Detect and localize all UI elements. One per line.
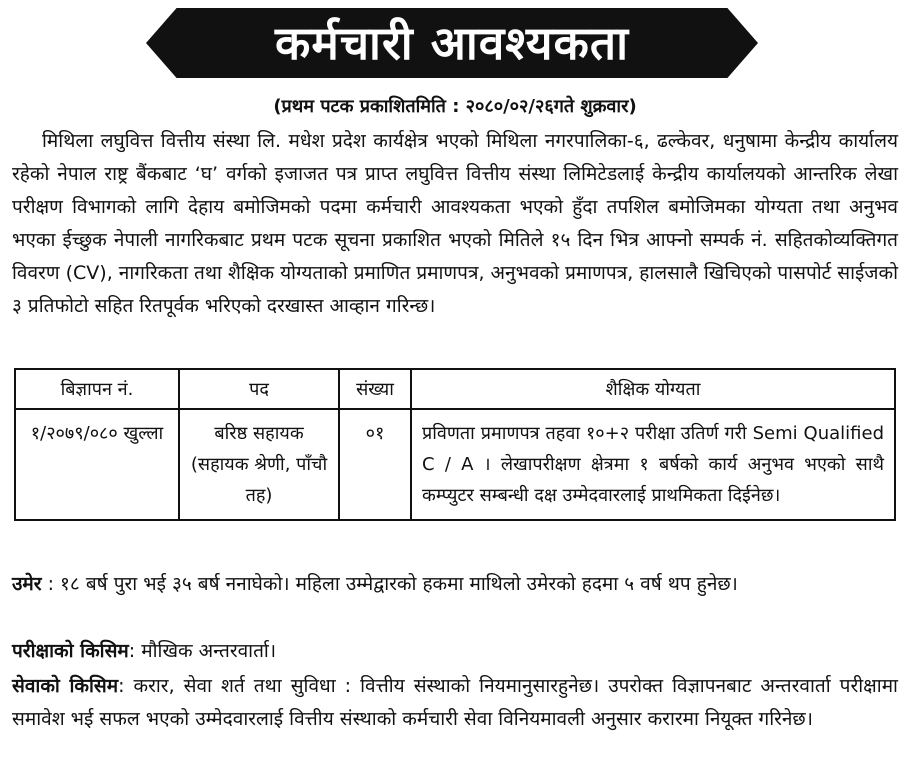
exam-section [12,635,898,668]
intro-paragraph: मिथिला लघुवित्त वित्तीय संस्था लि. मधेश प्रदेश कार्यक्षेत्र भएको मिथिला नगरपालिका-६, ढल्केवर, धनुषामा केन्द्रीय कार्यालय रहेको नेपाल राष्ट्र बैंकबाट ‘घ’ वर्गको इजाजत पत्र प्राप्त लघुवित्त वित्तीय संस्था लिमिटेडलाई केन्द्रीय कार्यालयको आन्तरिक लेखा परीक्षण विभागको लागि देहाय बमोजिमको पदमा कर्मचारी आवश्यकता भएको हुँदा तपशिल बमोजिमका योग्यता तथा अनुभव भएका ईच्छुक नेपाली नागरिकबाट प्रथम पटक सूचना प्रकाशित भएको मितिले १५ दिन भित्र आफ्नो सम्पर्क नं. सहितकोव्यक्तिगत विवरण (CV), नागरिकता तथा शैक्षिक योग्यताको प्रमाणित प्रमाणपत्र, अनुभवको प्रमाणपत्र, हालसालै खिचिएको पासपोर्ट साईजको ३ प्रतिफोटो सहित रितपूर्वक भरिएको दरखास्त आव्हान गरिन्छ। [12,130,898,317]
vacancy-table [14,368,896,521]
header-qualification: शैक्षिक योग्यता [411,369,895,409]
service-section [12,670,898,736]
age-text: : १८ बर्ष पुरा भई ३५ बर्ष ननाघेको। महिला उम्मेद्वारको हकमा माथिलो उमेरको हदमा ५ वर्ष थप हुनेछ। [47,573,738,595]
service-text: : करार, सेवा शर्त तथा सुविधा : वित्तीय संस्थाको नियमानुसारहुनेछ। उपरोक्त विज्ञापनबाट अन्तरवार्ता परीक्षामा समावेश भई सफल भएको उम्मेदवारलाई वित्तीय संस्थाको कर्मचारी सेवा विनियमावली अनुसार करारमा नियूक्त गरिनेछ। [12,675,898,730]
age-label: उमेर [12,573,42,595]
exam-label: परीक्षाको किसिम [12,640,129,662]
page-title: कर्मचारी आवश्यकता [275,16,629,70]
table-header-row [15,369,895,409]
header-count: संख्या [339,369,411,409]
cell-post: बरिष्ठ सहायक (सहायक श्रेणी, पाँचौ तह) [179,409,339,520]
cell-qualification: प्रविणता प्रमाणपत्र तहवा १०+२ परीक्षा उतिर्ण गरी Semi Qualified C / A । लेखापरीक्षण क्षेत्रमा १ बर्षको कार्य अनुभव भएको साथै कम्प्युटर सम्बन्धी दक्ष उम्मेदवारलाई प्राथमिकता दिईनेछ। [411,409,895,520]
header-ad-no: बिज्ञापन नं. [15,369,179,409]
cell-ad-no: १/२०७९/०८० खुल्ला [15,409,179,520]
table-row [15,409,895,520]
cell-count: ०१ [339,409,411,520]
exam-text: : मौखिक अन्तरवार्ता। [128,640,277,662]
publication-date: (प्रथम पटक प्रकाशितमिति : २०८०/०२/२६गते शुक्रवार) [273,96,637,117]
service-label: सेवाको किसिम [12,675,119,697]
age-section [12,568,898,601]
header-post: पद [179,369,339,409]
